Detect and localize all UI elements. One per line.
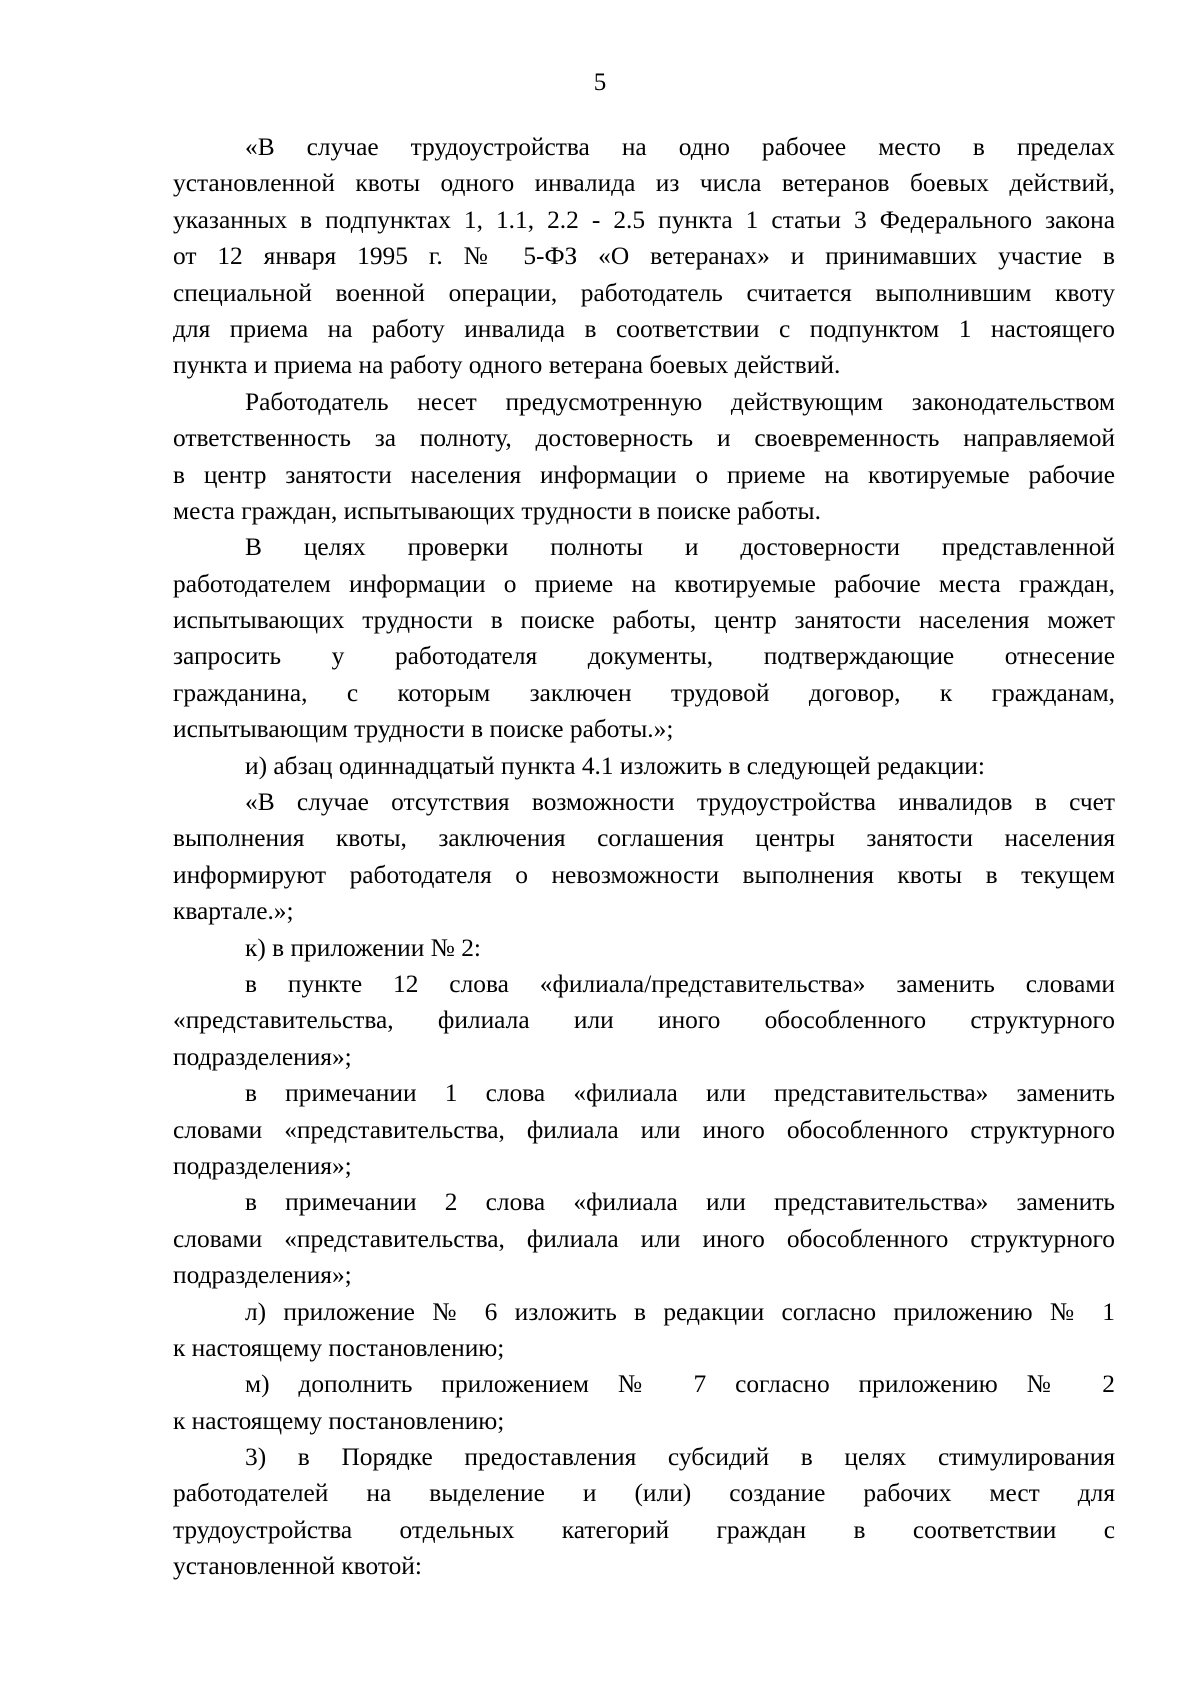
text-line: словами «представительства, филиала или иного обособленного структурного bbox=[173, 1115, 1115, 1144]
text-line: для приема на работу инвалида в соответствии с подпунктом 1 настоящего bbox=[173, 314, 1115, 343]
text-line: установленной квоты одного инвалида из числа ветеранов боевых действий, bbox=[173, 169, 1115, 198]
text-line: к настоящему постановлению; bbox=[173, 1333, 505, 1362]
paragraph bbox=[173, 129, 1115, 384]
text-line: В целях проверки полноты и достоверности представленной bbox=[245, 533, 1115, 562]
text-line: «представительства, филиала или иного обособленного структурного bbox=[173, 1006, 1115, 1035]
text-line: работодателем информации о приеме на квотируемые рабочие места граждан, bbox=[173, 569, 1115, 598]
paragraph bbox=[173, 1184, 1115, 1293]
paragraph bbox=[173, 384, 1115, 530]
text-line: испытывающих трудности в поиске работы, центр занятости населения может bbox=[173, 606, 1115, 635]
paragraph bbox=[173, 930, 1115, 966]
text-line: запросить у работодателя документы, подтверждающие отнесение bbox=[173, 642, 1115, 671]
text-line: квартале.»; bbox=[173, 897, 294, 926]
paragraph bbox=[173, 748, 1115, 784]
text-line: «В случае трудоустройства на одно рабочее место в пределах bbox=[245, 133, 1115, 161]
text-line: пункта и приема на работу одного ветерана боевых действий. bbox=[173, 351, 841, 380]
text-line: Работодатель несет предусмотренную действующим законодательством bbox=[245, 387, 1115, 416]
text-line: в центр занятости населения информации о приеме на квотируемые рабочие bbox=[173, 460, 1115, 489]
paragraph bbox=[173, 1439, 1115, 1585]
text-line: информируют работодателя о невозможности выполнения квоты в текущем bbox=[173, 860, 1115, 889]
text-line: к) в приложении № 2: bbox=[245, 933, 481, 962]
text-line: указанных в подпунктах 1, 1.1, 2.2 - 2.5 пункта 1 статьи 3 Федерального закона bbox=[173, 205, 1115, 234]
text-line: выполнения квоты, заключения соглашения центры занятости населения bbox=[173, 824, 1115, 853]
text-line: места граждан, испытывающих трудности в поиске работы. bbox=[173, 496, 821, 525]
text-line: работодателей на выделение и (или) создание рабочих мест для bbox=[173, 1479, 1115, 1508]
text-line: подразделения»; bbox=[173, 1261, 352, 1290]
text-line: «В случае отсутствия возможности трудоустройства инвалидов в счет bbox=[245, 788, 1115, 817]
text-line: и) абзац одиннадцатый пункта 4.1 изложить в следующей редакции: bbox=[245, 751, 985, 780]
text-line: в пункте 12 слова «филиала/представительства» заменить словами bbox=[245, 969, 1115, 998]
text-line: подразделения»; bbox=[173, 1042, 352, 1071]
text-line: словами «представительства, филиала или иного обособленного структурного bbox=[173, 1224, 1115, 1253]
text-line: 3) в Порядке предоставления субсидий в целях стимулирования bbox=[245, 1443, 1115, 1472]
text-line: трудоустройства отдельных категорий граждан в соответствии с bbox=[173, 1515, 1115, 1544]
paragraph bbox=[173, 1294, 1115, 1367]
text-line: специальной военной операции, работодатель считается выполнившим квоту bbox=[173, 278, 1115, 307]
text-line: в примечании 1 слова «филиала или представительства» заменить bbox=[245, 1079, 1115, 1108]
text-line: испытывающим трудности в поиске работы.»; bbox=[173, 715, 674, 744]
text-line: гражданина, с которым заключен трудовой договор, к гражданам, bbox=[173, 678, 1115, 707]
paragraph bbox=[173, 966, 1115, 1075]
text-line: от 12 января 1995 г. № 5-ФЗ «О ветеранах» и принимавших участие в bbox=[173, 242, 1115, 271]
text-line: в примечании 2 слова «филиала или представительства» заменить bbox=[245, 1188, 1115, 1217]
text-line: установленной квотой: bbox=[173, 1552, 422, 1581]
text-line: л) приложение № 6 изложить в редакции согласно приложению № 1 bbox=[245, 1297, 1115, 1326]
document-body bbox=[173, 129, 1115, 1585]
paragraph bbox=[173, 784, 1115, 930]
text-line: подразделения»; bbox=[173, 1151, 352, 1180]
paragraph bbox=[173, 529, 1115, 747]
text-line: м) дополнить приложением № 7 согласно приложению № 2 bbox=[245, 1370, 1115, 1399]
text-line: к настоящему постановлению; bbox=[173, 1406, 505, 1435]
paragraph bbox=[173, 1366, 1115, 1439]
text-line: ответственность за полноту, достоверность и своевременность направляемой bbox=[173, 424, 1115, 453]
page-number: 5 bbox=[593, 69, 607, 96]
paragraph bbox=[173, 1075, 1115, 1184]
